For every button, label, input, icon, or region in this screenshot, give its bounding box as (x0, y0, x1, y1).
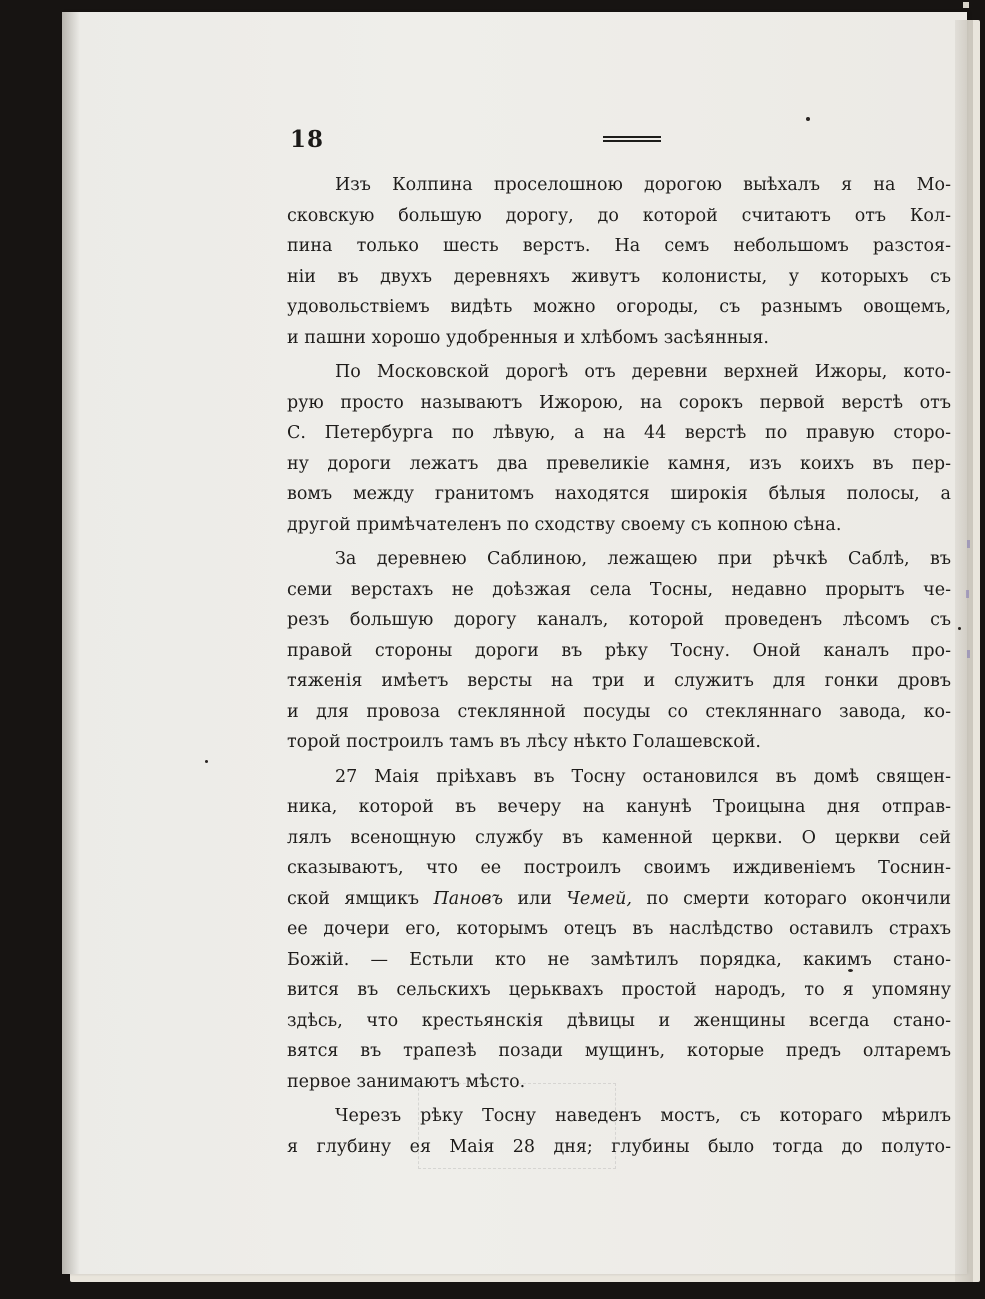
text-line: и для провоза стеклянной посуды со стекляннаго завода, ко- (287, 701, 951, 722)
text-line: Изъ Колпина проселошною дорогою выѣхалъ я на Мо- (335, 175, 951, 195)
ink-speck (806, 117, 810, 121)
text-line: Черезъ рѣку Тосну наведенъ мостъ, съ котораго мѣрилъ (335, 1106, 951, 1126)
text-line: За деревнею Саблиною, лежащею при рѣчкѣ Саблѣ, въ (335, 549, 951, 569)
text-line: Божій. — Естьли кто не замѣтилъ порядка, какимъ стано- (287, 949, 951, 970)
text-line: я глубину ея Маія 28 дня; глубины было тогда до полуто- (287, 1136, 951, 1157)
ink-speck (958, 627, 961, 630)
text-line: ника, которой въ вечеру на канунѣ Троицына дня отправ- (287, 797, 951, 817)
text-line: другой примѣчателенъ по сходству своему съ копною сѣна. (287, 514, 842, 535)
text-line: резъ большую дорогу каналъ, которой проведенъ лѣсомъ съ (287, 610, 951, 630)
text-line: и пашни хорошо удобренныя и хлѣбомъ засѣянныя. (287, 327, 769, 348)
text-fragment: ской ямщикъ (287, 888, 434, 909)
text-line: ее дочери его, которымъ отецъ въ наслѣдство оставилъ страхъ (287, 919, 951, 939)
text-line: лялъ всенощную службу въ каменной церкви. О церкви сей (287, 827, 951, 848)
text-line: пина только шесть верстъ. На семъ небольшомъ разстоя- (287, 236, 951, 256)
ink-speck (205, 760, 208, 763)
faint-stamp (418, 1083, 616, 1169)
ink-speck (848, 969, 853, 972)
text-line: торой построилъ тамъ въ лѣсу нѣкто Голашевской. (287, 732, 761, 752)
margin-mark (966, 590, 969, 598)
text-line: ну дороги лежатъ два превеликіе камня, изъ коихъ въ пер- (287, 453, 951, 474)
margin-mark (967, 540, 970, 548)
italic-name: Пановъ (433, 888, 504, 909)
gutter-shadow (62, 12, 80, 1274)
text-line: вится въ сельскихъ церьквахъ простой народъ, то я упомяну (287, 980, 951, 1000)
text-fragment: по смерти котораго окончили (632, 888, 951, 909)
text-line: правой стороны дороги въ рѣку Тосну. Оной каналъ про- (287, 640, 951, 661)
page-edge (955, 20, 973, 1282)
corner-mark (963, 2, 969, 8)
text-line: По Московской дорогѣ отъ деревни верхней Ижоры, кото- (335, 362, 951, 382)
running-head (290, 126, 950, 162)
text-line: семи верстахъ не доѣзжая села Тосны, недавно прорытъ че- (287, 579, 951, 600)
page-number: 18 (290, 126, 325, 153)
text-line (287, 884, 951, 915)
text-line: сказываютъ, что ее построилъ своимъ иждивеніемъ Тоснин- (287, 858, 951, 878)
text-line: 27 Маія пріѣхавъ въ Тосну остановился въ домѣ священ- (335, 766, 951, 787)
text-line: сковскую большую дорогу, до которой считаютъ отъ Кол- (287, 205, 951, 226)
text-line: здѣсь, что крестьянскія дѣвицы и женщины всегда стано- (287, 1010, 951, 1031)
text-line: С. Петербурга по лѣвую, а на 44 верстѣ по правую сторо- (287, 423, 951, 443)
body-text (287, 170, 951, 1162)
text-line: первое занимаютъ мѣсто. (287, 1071, 526, 1092)
text-fragment: или (503, 888, 567, 909)
text-line: тяженія имѣетъ версты на три и служитъ для гонки дровъ (287, 671, 951, 691)
text-line: удовольствіемъ видѣть можно огороды, съ разнымъ овощемъ, (287, 297, 951, 317)
italic-name: Чемей, (566, 888, 632, 909)
text-line: рую просто называютъ Ижорою, на сорокъ первой верстѣ отъ (287, 392, 951, 413)
text-line: вомъ между гранитомъ находятся широкія бѣлыя полосы, а (287, 484, 951, 504)
text-line: вятся въ трапезѣ позади мущинъ, которые предъ олтаремъ (287, 1041, 951, 1061)
header-rule (603, 136, 661, 145)
margin-mark (967, 650, 970, 658)
text-line: ніи въ двухъ деревняхъ живутъ колонисты, у которыхъ съ (287, 266, 951, 287)
